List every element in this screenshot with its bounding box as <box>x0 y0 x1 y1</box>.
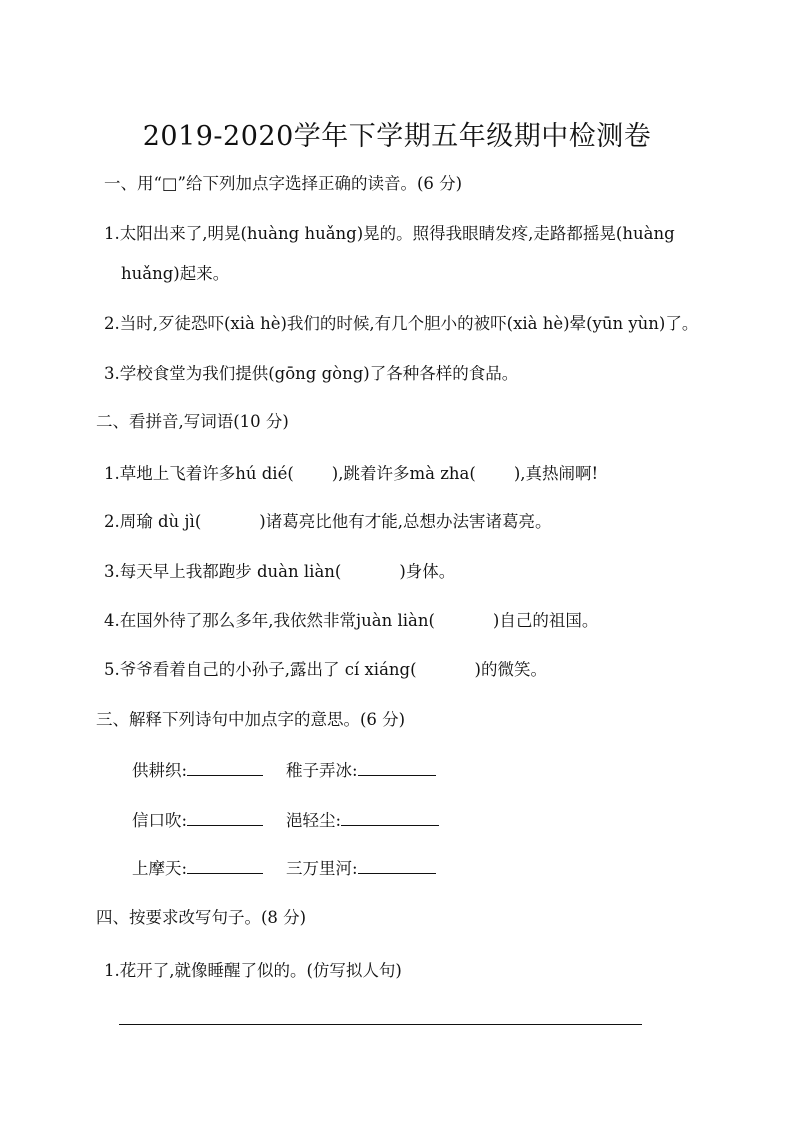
s3-item-3 <box>132 810 263 832</box>
s2-q4-text-b: )自己的祖国。 <box>492 611 599 630</box>
s2-q3-text-a: 3.每天早上我都跑步 duàn liàn( <box>104 562 342 581</box>
s3-item-6-label: 三万里河: <box>286 859 358 878</box>
section-4-heading: 四、按要求改写句子。(8 分) <box>96 908 307 927</box>
s3-item-3-answer-line[interactable] <box>187 810 263 826</box>
s3-item-2-answer-line[interactable] <box>358 760 436 776</box>
s3-item-3-label: 信口吹: <box>132 811 188 830</box>
s1-question-1-line-2: huǎng)起来。 <box>121 264 230 283</box>
s2-q4-text-a: 4.在国外待了那么多年,我依然非常juàn liàn( <box>104 611 435 630</box>
s2-q2-text-b: )诸葛亮比他有才能,总想办法害诸葛亮。 <box>259 512 552 531</box>
s3-item-6 <box>286 858 436 880</box>
s4-question-1: 1.花开了,就像睡醒了似的。(仿写拟人句) <box>104 961 402 980</box>
s3-item-2 <box>286 760 436 782</box>
section-3-heading: 三、解释下列诗句中加点字的意思。(6 分) <box>96 710 406 729</box>
s2-q5-text-b: )的微笑。 <box>474 660 547 679</box>
s1-question-2: 2.当时,歹徒恐吓(xià hè)我们的时候,有几个胆小的被吓(xià hè)晕(yūn yùn)了。 <box>104 314 699 333</box>
s2-question-5 <box>104 659 547 681</box>
s2-question-3 <box>104 561 455 583</box>
s3-item-2-label: 稚子弄冰: <box>286 761 358 780</box>
s4-q1-answer-line[interactable] <box>119 1024 642 1025</box>
s3-item-6-answer-line[interactable] <box>358 858 436 874</box>
s3-item-4-answer-line[interactable] <box>341 810 439 826</box>
section-1-heading: 一、用“□”给下列加点字选择正确的读音。(6 分) <box>104 174 463 193</box>
s3-item-4-label: 浥轻尘: <box>286 811 342 830</box>
s2-question-4 <box>104 610 598 632</box>
s2-q1-text-b: ),跳着许多mà zha( <box>331 464 476 483</box>
s1-question-1-line-1: 1.太阳出来了,明晃(huàng huǎng)晃的。照得我眼睛发疼,走路都摇晃(huàng <box>104 224 675 243</box>
s3-item-1-label: 供耕织: <box>132 761 188 780</box>
s3-item-4 <box>286 810 439 832</box>
s2-q2-text-a: 2.周瑜 dù jì( <box>104 512 202 531</box>
s2-question-2 <box>104 511 551 533</box>
s3-item-5-answer-line[interactable] <box>187 858 263 874</box>
s3-item-1-answer-line[interactable] <box>187 760 263 776</box>
s2-q3-text-b: )身体。 <box>399 562 456 581</box>
s2-q5-text-a: 5.爷爷看着自己的小孙子,露出了 cí xiáng( <box>104 660 417 679</box>
s3-item-5-label: 上摩天: <box>132 859 188 878</box>
s3-item-5 <box>132 858 263 880</box>
s2-q1-text-a: 1.草地上飞着许多hú dié( <box>104 464 294 483</box>
page-title: 2019-2020学年下学期五年级期中检测卷 <box>142 121 652 152</box>
s2-q1-text-c: ),真热闹啊! <box>513 464 599 483</box>
s2-question-1 <box>104 463 598 485</box>
section-2-heading: 二、看拼音,写词语(10 分) <box>96 412 289 431</box>
s3-item-1 <box>132 760 263 782</box>
s1-question-3: 3.学校食堂为我们提供(gōng gòng)了各种各样的食品。 <box>104 364 519 383</box>
